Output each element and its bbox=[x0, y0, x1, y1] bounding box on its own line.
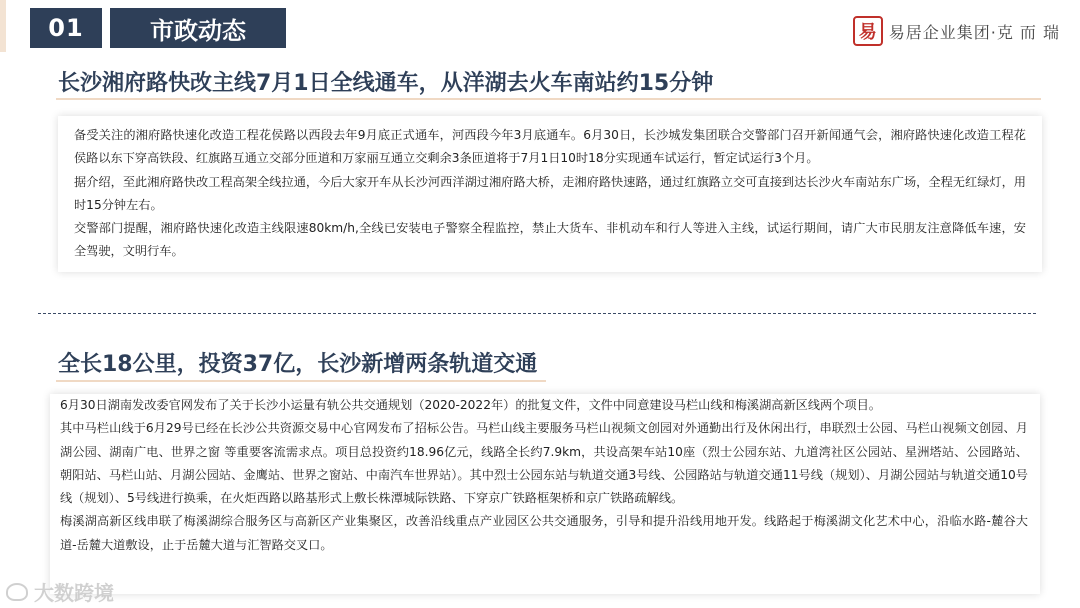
article-1-underline bbox=[56, 98, 1041, 100]
brand-name: 易居企业集团·克 而 瑞 bbox=[888, 22, 1060, 42]
brand bbox=[853, 14, 1060, 48]
watermark-icon bbox=[6, 583, 28, 601]
watermark-text: 大数跨境 bbox=[34, 581, 114, 605]
article-2-paragraph: 其中马栏山线于6月29号已经在长沙公共资源交易中心官网发布了招标公告。马栏山线主要服务马栏山视频文创园对外通勤出行及休闲出行，串联烈士公园、马栏山视频文创园、月湖公园、湖南广电、世界之窗 等重要客流需求点。项目总投资约18.96亿元，线路全长约7.9km，共设高架车站10座（烈士公园东站、九道湾社区公园站、星洲塔站、公园路站、朝阳站、马栏山站、月湖公园站、金鹰站、世界之窗站、中南汽车世界站）。其中烈士公园东站与轨道交通3号线、公园路站与轨道交通11号线（规划）、月湖公园站与轨道交通10号线（规划）、5号线进行换乘，在火炬西路以路基形式上敷长株潭城际铁路、下穿京广铁路框架桥和京广铁路疏解线。 bbox=[60, 421, 1028, 506]
article-2-headline: 全长18公里，投资37亿，长沙新增两条轨道交通 bbox=[58, 352, 538, 377]
watermark bbox=[6, 577, 114, 606]
article-1-headline: 长沙湘府路快改主线7月1日全线通车，从洋湖去火车南站约15分钟 bbox=[58, 71, 714, 96]
article-2-paragraph: 梅溪湖高新区线串联了梅溪湖综合服务区与高新区产业集聚区，改善沿线重点产业园区公共交通服务，引导和提升沿线用地开发。线路起于梅溪湖文化艺术中心，沿临水路-麓谷大道-岳麓大道敷设，止于岳麓大道与汇智路交叉口。 bbox=[60, 514, 1028, 552]
article-2-card bbox=[50, 394, 1040, 594]
article-1-card bbox=[58, 116, 1042, 272]
article-2-underline bbox=[56, 380, 546, 382]
left-accent-bar bbox=[0, 0, 6, 52]
section-divider bbox=[38, 313, 1036, 314]
section-title: 市政动态 bbox=[110, 8, 286, 48]
article-1-paragraph: 交警部门提醒，湘府路快速化改造主线限速80km/h,全线已安装电子警察全程监控，禁止大货车、非机动车和行人等进入主线，试运行期间，请广大市民朋友注意降低车速，安全驾驶，文明行车。 bbox=[74, 221, 1026, 259]
brand-logo-icon: 易 bbox=[853, 16, 883, 46]
article-1-paragraph: 据介绍，至此湘府路快改工程高架全线拉通，今后大家开车从长沙河西洋湖过湘府路大桥，走湘府路快速路，通过红旗路立交可直接到达长沙火车南站东广场，全程无红绿灯，用时15分钟左右。 bbox=[74, 174, 1026, 212]
section-number: 01 bbox=[30, 8, 102, 48]
article-1-paragraph: 备受关注的湘府路快速化改造工程花侯路以西段去年9月底正式通车，河西段今年3月底通车。6月30日，长沙城发集团联合交警部门召开新闻通气会，湘府路快速化改造工程花侯路以东下穿高铁段、红旗路互通立交部分匝道和万家丽互通立交剩余3条匝道将于7月1日10时18分实现通车试运行，暂定试运行3个月。 bbox=[74, 128, 1026, 166]
article-2-paragraph: 6月30日湖南发改委官网发布了关于长沙小运量有轨公共交通规划（2020-2022年）的批复文件，文件中同意建设马栏山线和梅溪湖高新区线两个项目。 bbox=[60, 398, 881, 412]
